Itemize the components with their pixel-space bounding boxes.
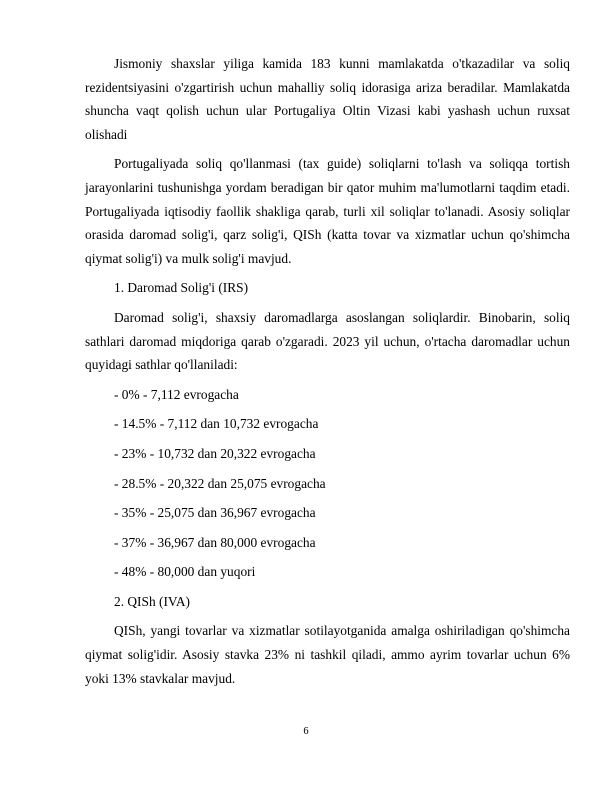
paragraph-vat: QISh, yangi tovarlar va xizmatlar sotilayotganida amalga oshiriladigan qo'shimcha qiymat solig'idir. Asosiy stavka 23% ni tashkil qiladi, ammo ayrim tovarlar uchun 6% yoki 13% stavkalar mavjud. [85,623,570,686]
list-item: - 23% - 10,732 dan 20,322 evrogacha [114,445,316,461]
section-heading-vat: 2. QISh (IVA) [114,593,191,609]
list-item: - 28.5% - 20,322 dan 25,075 evrogacha [114,475,326,491]
page-body [85,52,570,690]
list-item: - 14.5% - 7,112 dan 10,732 evrogacha [114,416,319,432]
page-number: 6 [303,726,309,737]
list-item: - 37% - 36,967 dan 80,000 evrogacha [114,534,316,550]
paragraph-residency: Jismoniy shaxslar yiliga kamida 183 kunni mamlakatda o'tkazadilar va soliq rezidentsiyasini o'zgartirish uchun mahalliy soliq idorasiga ariza beradilar. Mamlakatda shuncha vaqt qolish uchun ular Portugaliya Oltin Vizasi kabi yashash uchun ruxsat olishadi [85,56,570,142]
section-heading-income-tax: 1. Daromad Solig'i (IRS) [114,280,249,296]
tax-bracket-list [85,383,570,584]
list-item: - 48% - 80,000 dan yuqori [114,564,256,580]
list-item: - 35% - 25,075 dan 36,967 evrogacha [114,505,316,521]
paragraph-tax-guide: Portugaliyada soliq qo'llanmasi (tax guide) soliqlarni to'lash va soliqqa tortish jarayonlarini tushunishga yordam beradigan bir qator muhim ma'lumotlarni taqdim etadi. Portugaliyada iqtisodiy faollik shakliga qarab, turli xil soliqlar to'lanadi. Asosiy soliqlar orasida daromad solig'i, qarz solig'i, QISh (katta tovar va xizmatlar uchun qo'shimcha qiymat solig'i) va mulk solig'i mavjud. [85,156,570,266]
paragraph-income-tax: Daromad solig'i, shaxsiy daromadlarga asoslangan soliqlardir. Binobarin, soliq sathlari daromad miqdoriga qarab o'zgaradi. 2023 yil uchun, o'rtacha daromadlar uchun quyidagi sathlar qo'llaniladi: [85,309,570,373]
list-item: - 0% - 7,112 evrogacha [114,386,239,402]
